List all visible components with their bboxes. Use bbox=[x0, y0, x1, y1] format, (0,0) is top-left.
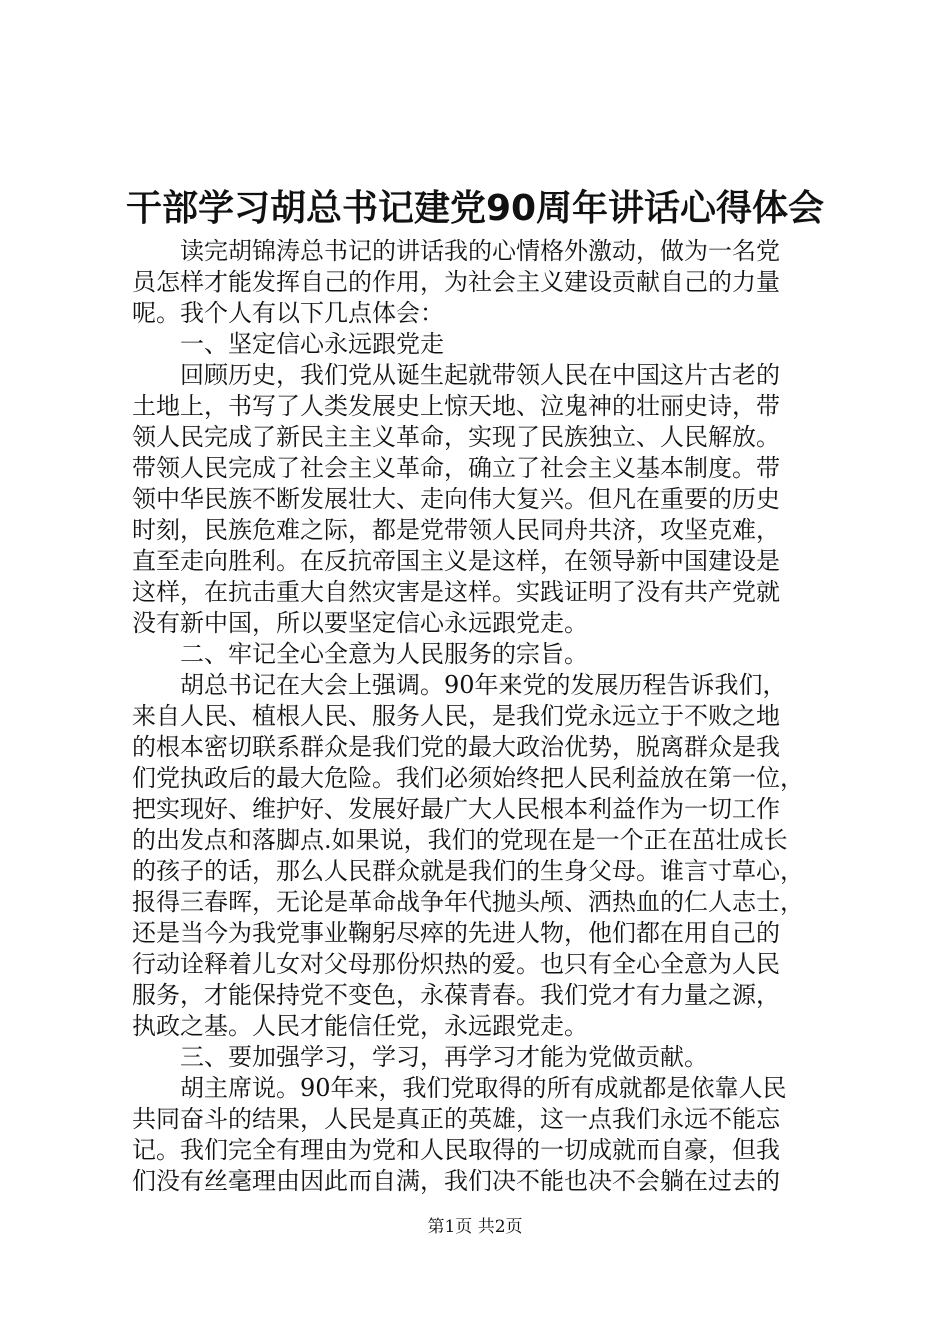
document-body bbox=[132, 236, 832, 1197]
text-line: 执政之基。人民才能信任党，永远跟党走。 bbox=[132, 1012, 588, 1040]
text-line: 胡主席说。90年来，我们党取得的所有成就都是依靠人民 bbox=[180, 1074, 787, 1102]
text-line: 的孩子的话，那么人民群众就是我们的生身父母。谁言寸草心， bbox=[132, 857, 804, 885]
text-line: 员怎样才能发挥自己的作用，为社会主义建设贡献自己的力量 bbox=[132, 268, 780, 296]
text-line: 呢。我个人有以下几点体会： bbox=[132, 299, 444, 327]
text-line: 直至走向胜利。在反抗帝国主义是这样，在领导新中国建设是 bbox=[132, 547, 780, 575]
text-line: 时刻，民族危难之际，都是党带领人民同舟共济，攻坚克难， bbox=[132, 516, 780, 544]
page-title: 干部学习胡总书记建党90周年讲话心得体会 bbox=[125, 188, 825, 229]
text-line: 读完胡锦涛总书记的讲话我的心情格外激动，做为一名党 bbox=[180, 237, 780, 265]
text-line: 胡总书记在大会上强调。90年来党的发展历程告诉我们， bbox=[180, 671, 787, 699]
text-line: 记。我们完全有理由为党和人民取得的一切成就而自豪，但我 bbox=[132, 1136, 780, 1164]
text-line: 们没有丝毫理由因此而自满，我们决不能也决不会躺在过去的 bbox=[132, 1167, 780, 1195]
text-line: 报得三春晖，无论是革命战争年代抛头颅、洒热血的仁人志士， bbox=[132, 888, 804, 916]
text-line: 服务，才能保持党不变色，永葆青春。我们党才有力量之源， bbox=[132, 981, 780, 1009]
text-line: 回顾历史，我们党从诞生起就带领人民在中国这片古老的 bbox=[180, 361, 780, 389]
text-line: 三、要加强学习，学习，再学习才能为党做贡献。 bbox=[180, 1043, 708, 1071]
text-line: 土地上，书写了人类发展史上惊天地、泣鬼神的壮丽史诗，带 bbox=[132, 392, 780, 420]
text-line: 行动诠释着儿女对父母那份炽热的爱。也只有全心全意为人民 bbox=[132, 950, 780, 978]
text-line: 还是当今为我党事业鞠躬尽瘁的先进人物，他们都在用自己的 bbox=[132, 919, 780, 947]
text-line: 们党执政后的最大危险。我们必须始终把人民利益放在第一位， bbox=[132, 764, 804, 792]
text-line: 这样，在抗击重大自然灾害是这样。实践证明了没有共产党就 bbox=[132, 578, 780, 606]
page-footer: 第1页 共2页 bbox=[427, 1217, 523, 1237]
text-line: 带领人民完成了社会主义革命，确立了社会主义基本制度。带 bbox=[132, 454, 780, 482]
text-line: 没有新中国，所以要坚定信心永远跟党走。 bbox=[132, 609, 588, 637]
text-line: 来自人民、植根人民、服务人民，是我们党永远立于不败之地 bbox=[132, 702, 780, 730]
text-line: 领中华民族不断发展壮大、走向伟大复兴。但凡在重要的历史 bbox=[132, 485, 780, 513]
text-line: 共同奋斗的结果，人民是真正的英雄，这一点我们永远不能忘 bbox=[132, 1105, 780, 1133]
text-line: 把实现好、维护好、发展好最广大人民根本利益作为一切工作 bbox=[132, 795, 780, 823]
text-line: 的根本密切联系群众是我们党的最大政治优势，脱离群众是我 bbox=[132, 733, 780, 761]
text-line: 一、坚定信心永远跟党走 bbox=[180, 330, 444, 358]
text-line: 的出发点和落脚点.如果说，我们的党现在是一个正在茁壮成长 bbox=[132, 826, 788, 854]
text-line: 领人民完成了新民主主义革命，实现了民族独立、人民解放。 bbox=[132, 423, 780, 451]
text-line: 二、牢记全心全意为人民服务的宗旨。 bbox=[180, 640, 588, 668]
